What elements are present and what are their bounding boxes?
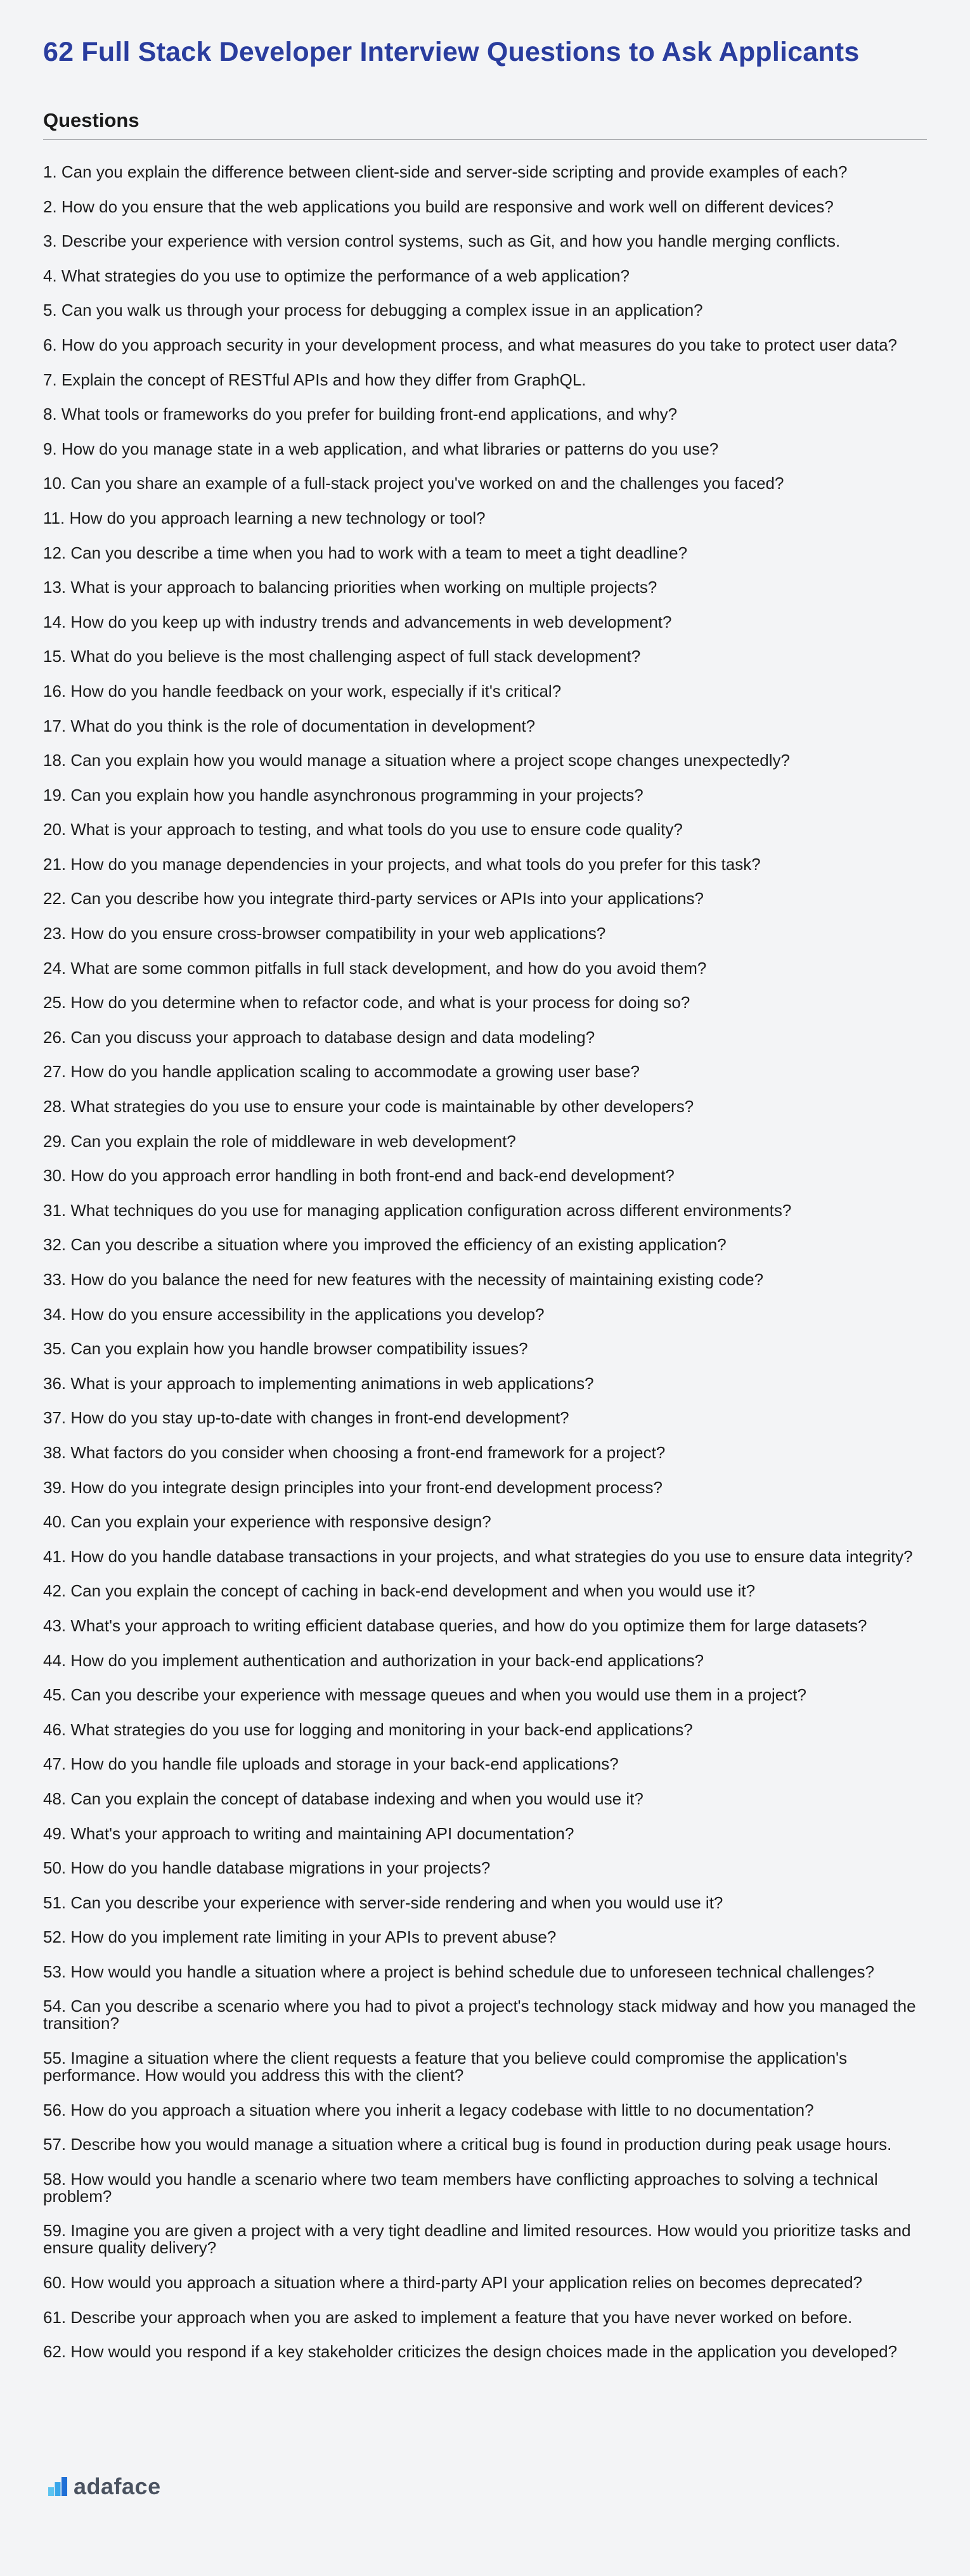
question-item: 14. How do you keep up with industry trends and advancements in web development? (43, 612, 672, 631)
question-item: 44. How do you implement authentication and authorization in your back-end applications? (43, 1650, 704, 1670)
question-item: 56. How do you approach a situation where you inherit a legacy codebase with little to no documentation? (43, 2100, 814, 2120)
question-item: 15. What do you believe is the most challenging aspect of full stack development? (43, 647, 641, 666)
question-item: 27. How do you handle application scaling to accommodate a growing user base? (43, 1062, 640, 1082)
question-item: 10. Can you share an example of a full-stack project you've worked on and the challenges you faced? (43, 474, 784, 493)
question-item: 24. What are some common pitfalls in full stack development, and how do you avoid them? (43, 958, 707, 978)
question-item: 9. How do you manage state in a web application, and what libraries or patterns do you use? (43, 439, 719, 458)
question-item: 45. Can you describe your experience with message queues and when you would use them in a project? (43, 1685, 806, 1705)
question-item: 49. What's your approach to writing and maintaining API documentation? (43, 1823, 574, 1843)
question-item: 22. Can you describe how you integrate third-party services or APIs into your applications? (43, 889, 704, 909)
page-title: 62 Full Stack Developer Interview Questions to Ask Applicants (43, 37, 860, 67)
question-item: 54. Can you describe a scenario where you had to pivot a project's technology stack midway and how you managed the transition? (43, 1997, 916, 2033)
question-item: 61. Describe your approach when you are asked to implement a feature that you have never worked on before. (43, 2307, 853, 2327)
question-item: 16. How do you handle feedback on your work, especially if it's critical? (43, 681, 562, 701)
section-heading: Questions (43, 109, 139, 131)
question-item: 43. What's your approach to writing efficient database queries, and how do you optimize them for large datasets? (43, 1615, 867, 1635)
question-item: 21. How do you manage dependencies in your projects, and what tools do you prefer for this task? (43, 854, 761, 874)
question-item: 7. Explain the concept of RESTful APIs and how they differ from GraphQL. (43, 370, 586, 389)
question-item: 5. Can you walk us through your process for debugging a complex issue in an application? (43, 301, 703, 320)
question-item: 35. Can you explain how you handle browser compatibility issues? (43, 1339, 528, 1359)
question-item: 37. How do you stay up-to-date with changes in front-end development? (43, 1408, 569, 1428)
question-item: 1. Can you explain the difference between client-side and server-side scripting and provide examples of each? (43, 162, 848, 181)
question-item: 62. How would you respond if a key stakeholder criticizes the design choices made in the application you developed? (43, 2342, 898, 2362)
section-divider (43, 139, 927, 140)
question-item: 59. Imagine you are given a project with a very tight deadline and limited resources. How would you prioritize tasks and ensure quality delivery? (43, 2221, 911, 2258)
question-item: 11. How do you approach learning a new technology or tool? (43, 508, 486, 527)
question-item: 55. Imagine a situation where the client requests a feature that you believe could compromise the application's performance. How would you address this with the client? (43, 2049, 848, 2085)
question-item: 19. Can you explain how you handle asynchronous programming in your projects? (43, 785, 643, 805)
question-item: 33. How do you balance the need for new features with the necessity of maintaining existing code? (43, 1270, 764, 1289)
question-item: 41. How do you handle database transactions in your projects, and what strategies do you use to ensure data integrity? (43, 1546, 913, 1566)
question-item: 42. Can you explain the concept of caching in back-end development and when you would use it? (43, 1581, 756, 1601)
logo-text: adaface (74, 2473, 161, 2499)
question-item: 32. Can you describe a situation where you improved the efficiency of an existing application? (43, 1235, 727, 1255)
question-item: 60. How would you approach a situation where a third-party API your application relies on becomes deprecated? (43, 2273, 863, 2293)
question-item: 46. What strategies do you use for logging and monitoring in your back-end applications? (43, 1719, 693, 1739)
question-item: 50. How do you handle database migrations in your projects? (43, 1858, 491, 1878)
question-item: 39. How do you integrate design principles into your front-end development process? (43, 1477, 663, 1497)
question-item: 57. Describe how you would manage a situation where a critical bug is found in production during peak usage hours. (43, 2135, 892, 2154)
question-item: 20. What is your approach to testing, and what tools do you use to ensure code quality? (43, 820, 683, 839)
question-item: 18. Can you explain how you would manage a situation where a project scope changes unexpectedly? (43, 751, 790, 770)
question-item: 51. Can you describe your experience with server-side rendering and when you would use it? (43, 1893, 723, 1912)
question-item: 53. How would you handle a situation where a project is behind schedule due to unforeseen technical challenges? (43, 1962, 874, 1981)
question-item: 25. How do you determine when to refactor code, and what is your process for doing so? (43, 993, 690, 1013)
question-item: 31. What techniques do you use for managing application configuration across different environments? (43, 1200, 792, 1220)
question-item: 4. What strategies do you use to optimize the performance of a web application? (43, 266, 630, 285)
question-item: 48. Can you explain the concept of database indexing and when you would use it? (43, 1789, 643, 1808)
question-item: 6. How do you approach security in your development process, and what measures do you take to protect user data? (43, 335, 897, 354)
question-item: 47. How do you handle file uploads and storage in your back-end applications? (43, 1754, 619, 1774)
question-item: 40. Can you explain your experience with responsive design? (43, 1512, 491, 1532)
question-item: 13. What is your approach to balancing priorities when working on multiple projects? (43, 578, 657, 597)
question-item: 8. What tools or frameworks do you prefer for building front-end applications, and why? (43, 405, 678, 424)
question-item: 23. How do you ensure cross-browser compatibility in your web applications? (43, 924, 606, 943)
question-item: 29. Can you explain the role of middleware in web development? (43, 1131, 516, 1151)
question-item: 2. How do you ensure that the web applications you build are responsive and work well on different devices? (43, 197, 834, 216)
question-item: 28. What strategies do you use to ensure your code is maintainable by other developers? (43, 1097, 694, 1116)
question-item: 26. Can you discuss your approach to database design and data modeling? (43, 1027, 595, 1047)
question-item: 12. Can you describe a time when you had to work with a team to meet a tight deadline? (43, 543, 688, 562)
question-list (43, 164, 931, 2378)
question-item: 3. Describe your experience with version control systems, such as Git, and how you handle merging conflicts. (43, 231, 841, 251)
question-item: 58. How would you handle a scenario where two team members have conflicting approaches to solving a technical problem? (43, 2169, 878, 2206)
question-item: 36. What is your approach to implementing animations in web applications? (43, 1373, 594, 1393)
question-item: 34. How do you ensure accessibility in the applications you develop? (43, 1304, 545, 1324)
question-item: 17. What do you think is the role of documentation in development? (43, 716, 536, 735)
footer-logo[interactable] (48, 2475, 161, 2498)
adaface-logo-icon (48, 2477, 67, 2496)
question-item: 38. What factors do you consider when choosing a front-end framework for a project? (43, 1442, 666, 1462)
question-item: 52. How do you implement rate limiting in your APIs to prevent abuse? (43, 1927, 557, 1947)
question-item: 30. How do you approach error handling in both front-end and back-end development? (43, 1166, 675, 1186)
